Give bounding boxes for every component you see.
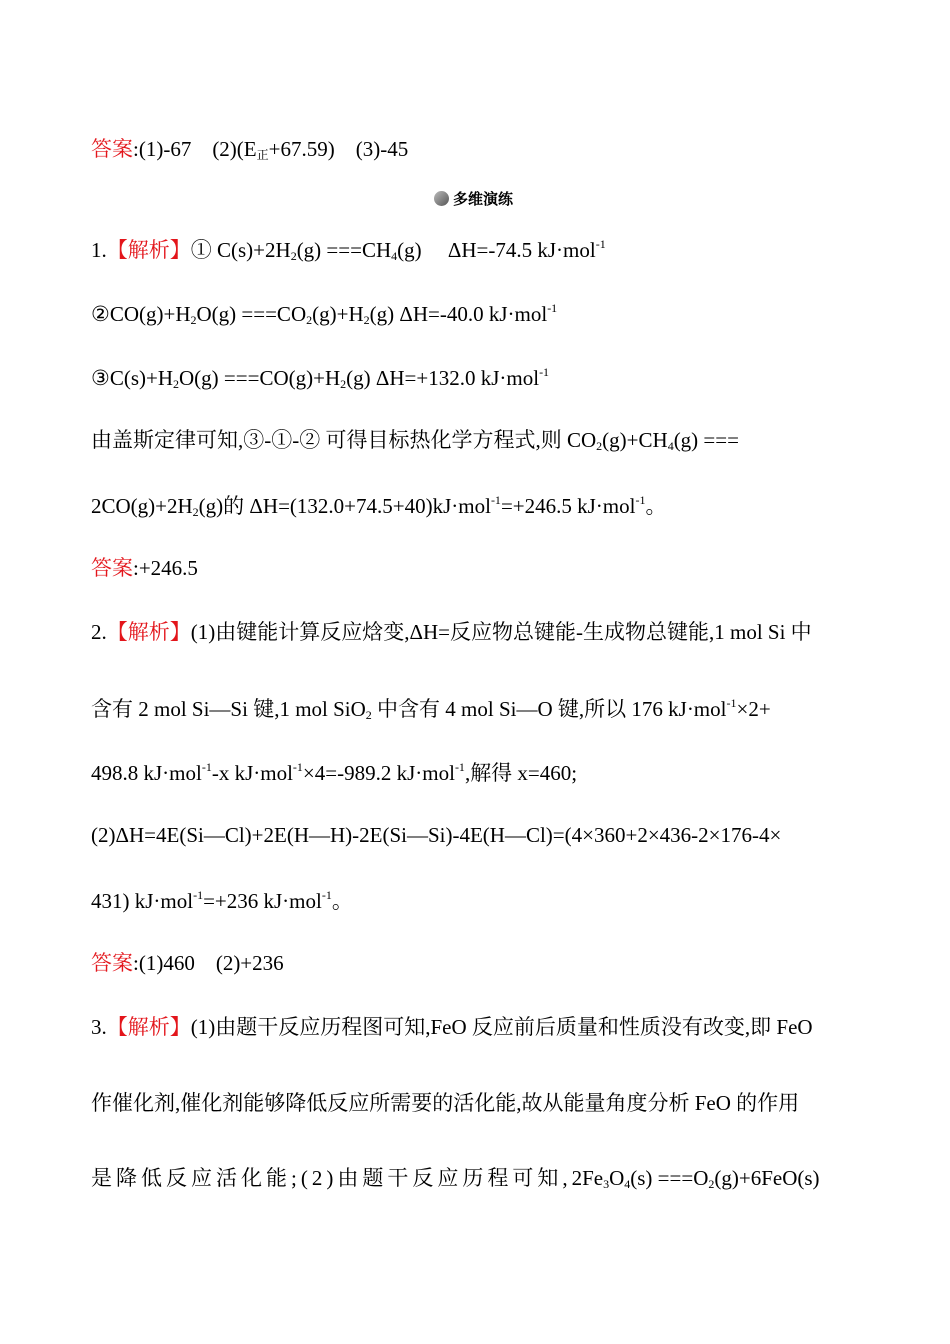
q1-line-4: 由盖斯定律可知,③-①-② 可得目标热化学方程式,则 $CO_2(g)+CH_4(g)$ ===	[91, 428, 739, 453]
section-badge-icon	[434, 191, 449, 206]
answer-text: :(1)-67 (2)(E	[133, 137, 257, 161]
q2-line-4: (2)ΔH=4E(Si—Cl)+2E(H—H)-2E(Si—Si)-4E(H—Cl)=(4×360+2×436-2×176-4×	[91, 823, 782, 847]
q3-line-3: 是降低反应活化能;(2)由题干反应历程可知$,2Fe_3O_4(s) ===O_2(g)+6FeO(s)$	[91, 1166, 820, 1191]
q1-line-2: $②CO(g)+H_2O(g) ===CO_2(g)+H_2(g)$ ΔH=-40.0 kJ·mol$^{-1}$	[91, 301, 558, 327]
q1-line-1: 1.【解析】① $C(s)+2H_2(g) ===CH_4(g)$ ΔH=-74.5 kJ·mol$^{-1}$	[91, 237, 606, 263]
q3-line-1: 3.【解析】(1)由题干反应历程图可知,FeO 反应前后质量和性质没有改变,即 FeO	[91, 1015, 813, 1039]
q1-line-5: $2CO(g)+2H_2(g)$的 ΔH=(132.0+74.5+40)kJ·mol$^{-1}$=+246.5 kJ·mol$^{-1}$。	[91, 493, 667, 519]
q2-line-5: 431) kJ·mol$^{-1}$=+236 kJ·mol$^{-1}$。	[91, 888, 353, 913]
q3-line-2: 作催化剂,催化剂能够降低反应所需要的活化能,故从能量角度分析 FeO 的作用	[91, 1091, 800, 1115]
q2-line-2: 含有 2 mol Si—Si 键,1 mol SiO$_2$ 中含有 4 mol Si—O 键,所以 176 kJ·mol$^{-1}$×2+	[91, 696, 771, 722]
answer-line-0: 答案:(1)-67 $(2)(E_正+67.59)$ (3)-45	[91, 137, 409, 162]
answer-line-2: 答案:(1)460 (2)+236	[91, 951, 284, 975]
section-title: 多维演练	[434, 188, 513, 209]
q2-line-3: 498.8 kJ·mol$^{-1}$-x kJ·mol$^{-1}$×4=-989.2 kJ·mol$^{-1}$,解得 x=460;	[91, 760, 578, 785]
analysis-tag: 【解析】	[106, 1015, 191, 1039]
analysis-tag: 【解析】	[106, 238, 191, 262]
answer-label: 答案	[91, 137, 133, 161]
q1-line-3: $③C(s)+H_2O(g) ===CO(g)+H_2(g)$ ΔH=+132.0 kJ·mol$^{-1}$	[91, 365, 550, 391]
analysis-tag: 【解析】	[106, 620, 191, 644]
q2-line-1: 2.【解析】(1)由键能计算反应焓变,ΔH=反应物总键能-生成物总键能,1 mol Si 中	[91, 620, 812, 644]
answer-line-1: 答案:+246.5	[91, 556, 198, 580]
